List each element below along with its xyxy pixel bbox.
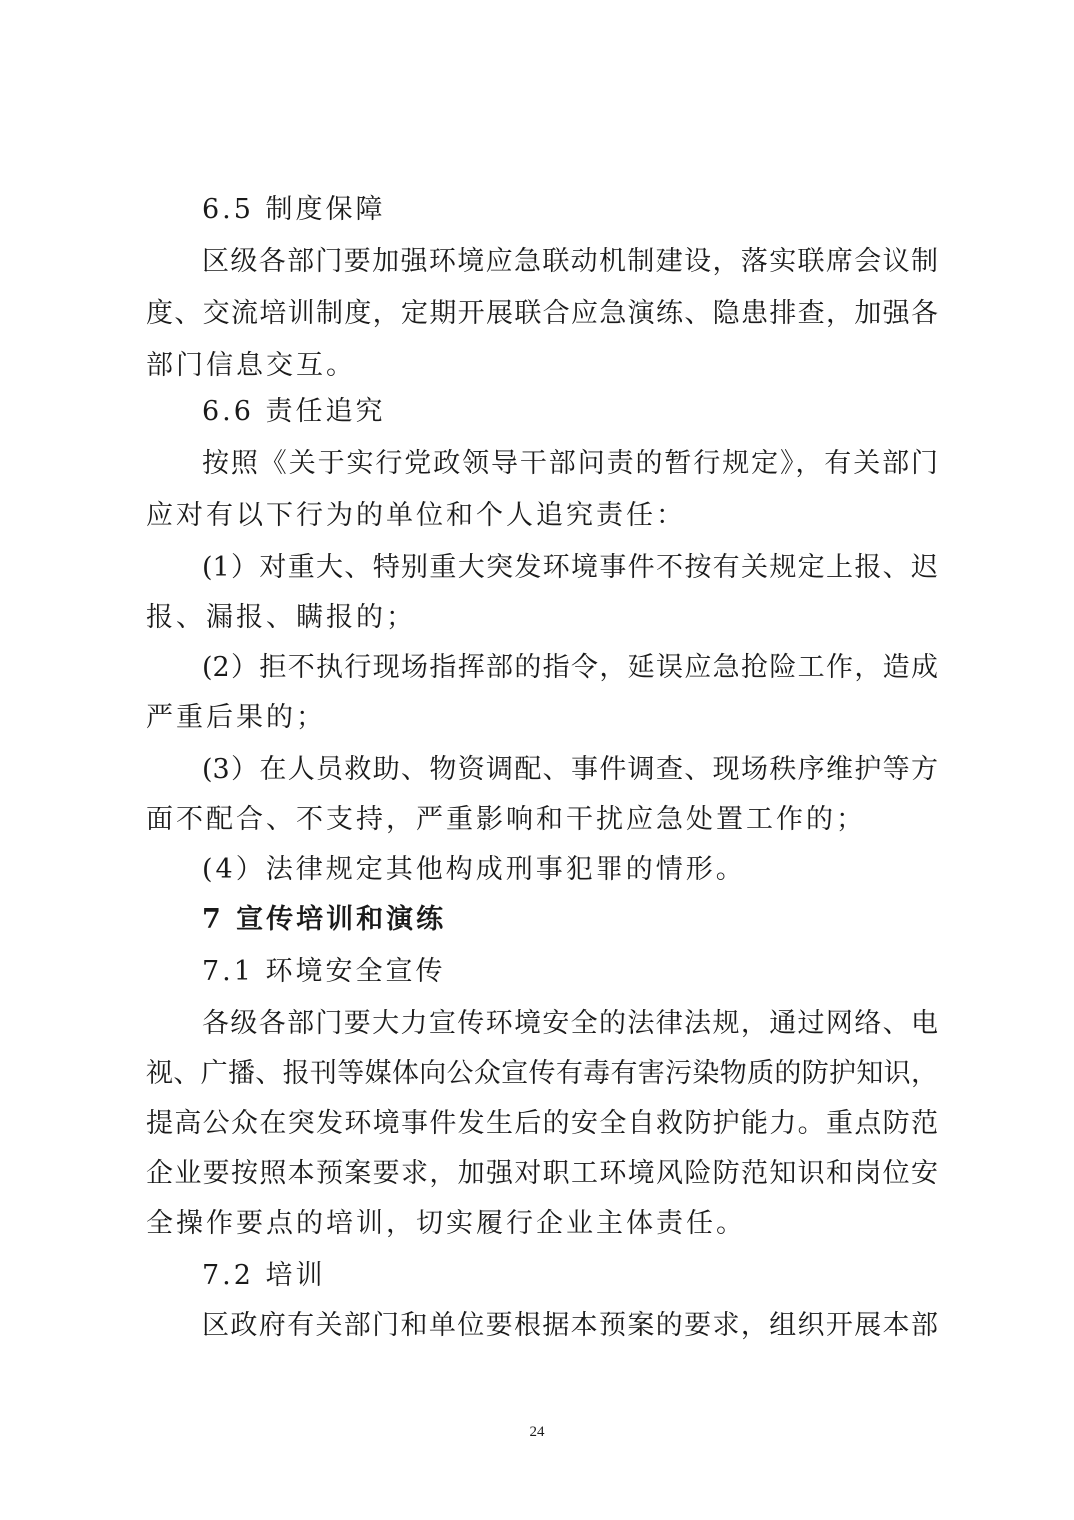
page-number: 24: [529, 1424, 545, 1440]
paragraph-line: 应对有以下行为的单位和个人追究责任：: [146, 500, 686, 531]
heading-6-5: 6.5 制度保障: [202, 194, 386, 225]
paragraph-line: 度、交流培训制度，定期开展联合应急演练、隐患排查，加强各: [146, 298, 938, 329]
paragraph-line: 区政府有关部门和单位要根据本预案的要求，组织开展本部: [202, 1310, 938, 1341]
paragraph-line: 视、广播、报刊等媒体向公众宣传有毒有害污染物质的防护知识，: [146, 1058, 938, 1089]
list-item-2: (2）拒不执行现场指挥部的指令，延误应急抢险工作，造成: [202, 652, 938, 683]
paragraph-line: 严重后果的；: [146, 702, 326, 733]
list-item-4: (4）法律规定其他构成刑事犯罪的情形。: [202, 854, 746, 885]
heading-6-6: 6.6 责任追究: [202, 396, 386, 427]
heading-7-1: 7.1 环境安全宣传: [202, 956, 446, 987]
list-item-1: (1）对重大、特别重大突发环境事件不按有关规定上报、迟: [202, 552, 938, 583]
paragraph-line: 各级各部门要大力宣传环境安全的法律法规，通过网络、电: [202, 1008, 938, 1039]
list-item-3: (3）在人员救助、物资调配、事件调查、现场秩序维护等方: [202, 754, 938, 785]
paragraph-line: 部门信息交互。: [146, 350, 356, 381]
paragraph-line: 提高公众在突发环境事件发生后的安全自救防护能力。重点防范: [146, 1108, 938, 1139]
paragraph-line: 按照《关于实行党政领导干部问责的暂行规定》，有关部门: [202, 448, 938, 479]
paragraph-line: 面不配合、不支持，严重影响和干扰应急处置工作的；: [146, 804, 866, 835]
paragraph-line: 企业要按照本预案要求，加强对职工环境风险防范知识和岗位安: [146, 1158, 938, 1189]
paragraph-line: 全操作要点的培训，切实履行企业主体责任。: [146, 1208, 746, 1239]
heading-7: 7 宣传培训和演练: [202, 904, 447, 935]
paragraph-line: 报、漏报、瞒报的；: [146, 602, 416, 633]
paragraph-line: 区级各部门要加强环境应急联动机制建设，落实联席会议制: [202, 246, 938, 277]
heading-7-2: 7.2 培训: [202, 1260, 326, 1291]
